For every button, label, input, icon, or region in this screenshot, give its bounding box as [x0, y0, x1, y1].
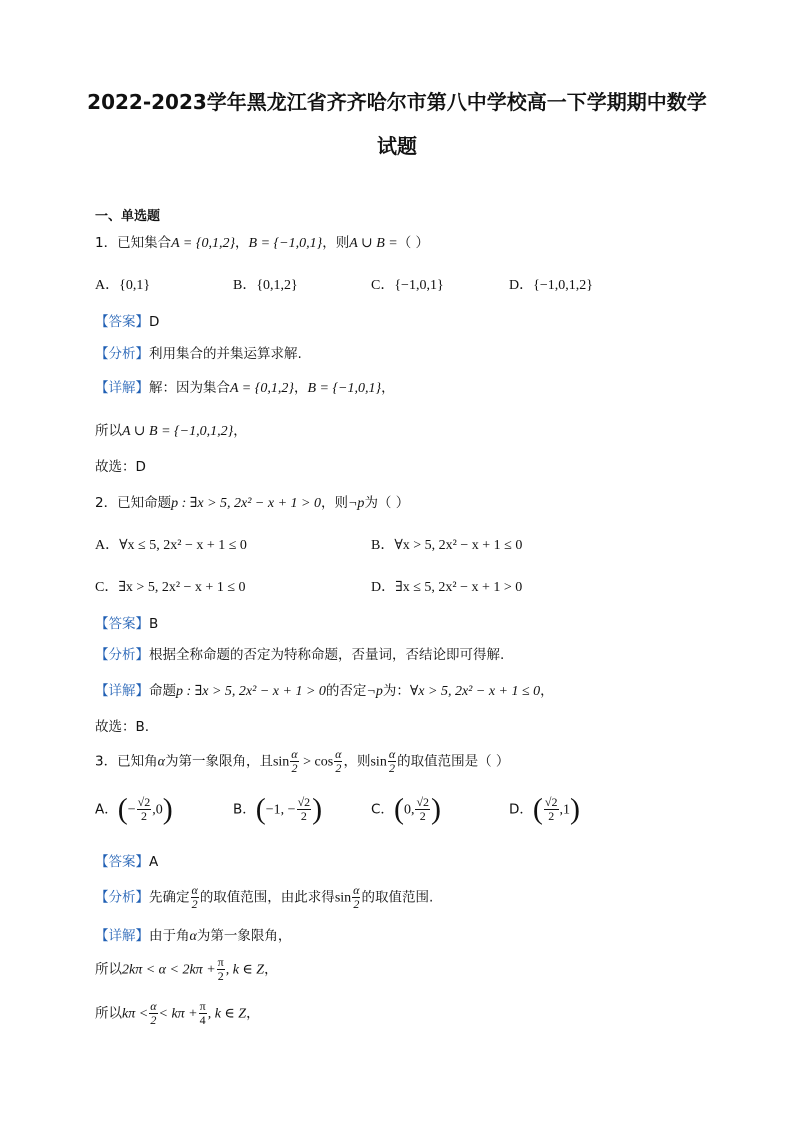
- q3-option-d: D．( $\frac{√2}{2}$ ,1): [509, 792, 580, 826]
- q1-option-d: D．{−1,0,1,2}: [509, 278, 593, 293]
- q2-option-a: A．∀x ≤ 5, 2x² − x + 1 ≤ 0: [95, 538, 247, 553]
- q3-option-b: B．(−1, − $\frac{√2}{2}$ ): [233, 792, 323, 826]
- q2-answer: 【答案】B: [95, 616, 159, 632]
- q3-option-c: C．(0, $\frac{√2}{2}$ ): [371, 792, 442, 826]
- q1-option-c: C．{−1,0,1}: [371, 278, 444, 293]
- q1-detail-line2: 所以A ∪ B = {−1,0,1,2}，: [95, 423, 247, 439]
- q3-answer: 【答案】A: [95, 854, 159, 870]
- q3-detail-line2: 所以kπ < $\frac{\alpha}{2}$ < kπ + $\frac{\pi}{4}$ , k ∈ Z，: [95, 999, 260, 1027]
- document-title-line2: 试题: [377, 134, 417, 158]
- q1-option-b: B．{0,1,2}: [233, 278, 298, 293]
- q2-option-b: B．∀x > 5, 2x² − x + 1 ≤ 0: [371, 538, 523, 553]
- q3-detail: 【详解】由于角α为第一象限角，: [95, 928, 292, 944]
- q2-analysis: 【分析】根据全称命题的否定为特称命题，否量词，否结论即可得解.: [95, 647, 505, 663]
- q2-detail: 【详解】命题p : ∃x > 5, 2x² − x + 1 > 0的否定¬p为：∀x > 5, 2x² − x + 1 ≤ 0，: [95, 683, 554, 699]
- q1-conclusion: 故选：D: [95, 459, 146, 475]
- q3-analysis: 【分析】先确定 $\frac{\alpha}{2}$ 的取值范围，由此求得sin $\frac{\alpha}{2}$ 的取值范围.: [95, 883, 434, 911]
- q1-option-a: A．{0,1}: [95, 278, 151, 293]
- q1-answer: 【答案】D: [95, 314, 160, 330]
- section-heading: 一、单选题: [95, 209, 161, 224]
- q3-option-a: A．(− $\frac{√2}{2}$ ,0): [95, 792, 173, 826]
- q2-option-d: D．∃x ≤ 5, 2x² − x + 1 > 0: [371, 580, 523, 595]
- q1-detail: 【详解】解：因为集合A = {0,1,2}，B = {−1,0,1}，: [95, 380, 395, 396]
- question-2-stem: 2．已知命题p : ∃x > 5, 2x² − x + 1 > 0，则¬p为（ ）: [95, 495, 410, 511]
- q3-detail-line1: 所以2kπ < α < 2kπ + $\frac{\pi}{2}$ , k ∈ Z，: [95, 955, 278, 983]
- q1-analysis: 【分析】利用集合的并集运算求解.: [95, 346, 302, 362]
- q2-conclusion: 故选：B.: [95, 719, 150, 735]
- question-3-stem: 3．已知角α为第一象限角，且sin $\frac{\alpha}{2}$ > cos $\frac{\alpha}{2}$ ，则sin $\frac{\alpha}{2}$ 的取值范围是（ ）: [95, 747, 510, 775]
- question-1-stem: 1．已知集合A = {0,1,2}，B = {−1,0,1}，则A ∪ B =（ ）: [95, 235, 430, 251]
- document-title-line1: 2022-2023学年黑龙江省齐齐哈尔市第八中学校高一下学期期中数学: [87, 90, 707, 114]
- q2-option-c: C．∃x > 5, 2x² − x + 1 ≤ 0: [95, 580, 246, 595]
